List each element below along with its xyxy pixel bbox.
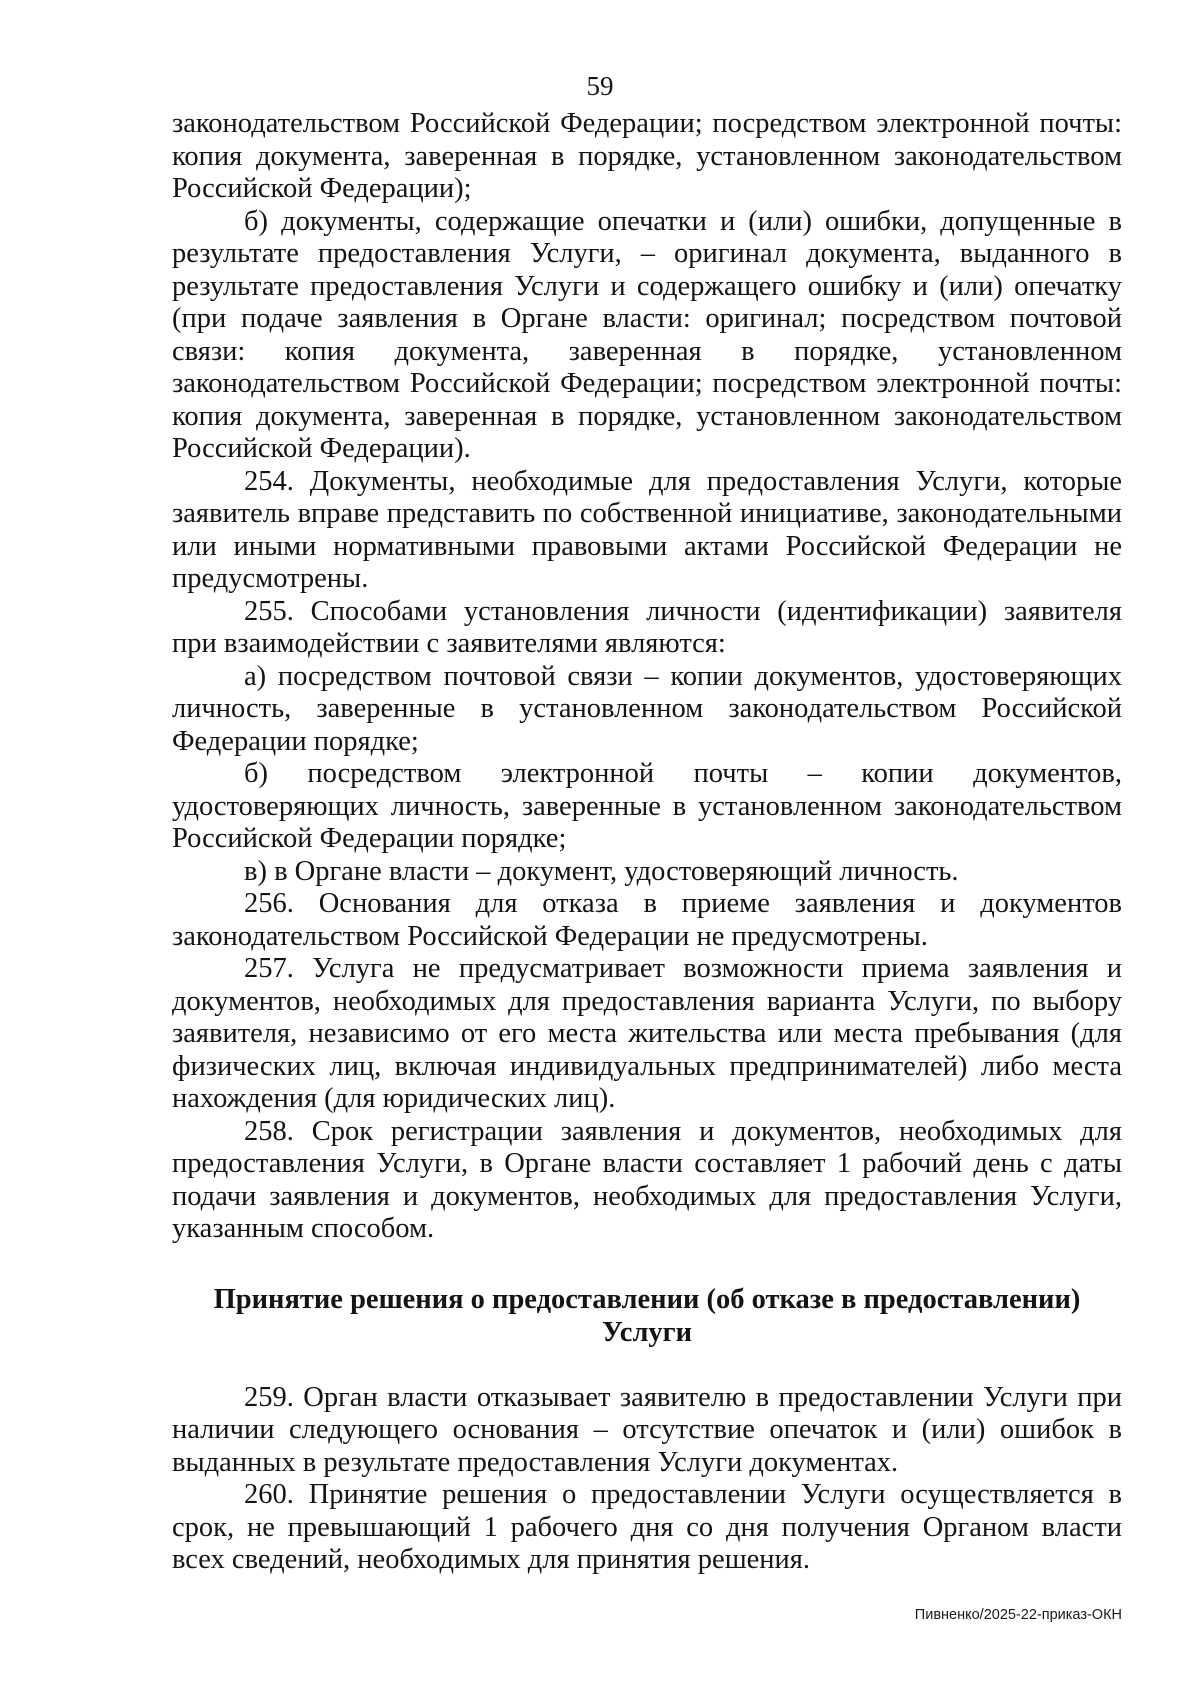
list-item-b: б) посредством электронной почты – копии документов, удостоверяющих личность, заверенные в установленном законодательством Российской Федерации порядке;	[172, 758, 1122, 854]
paragraph-258: 258. Срок регистрации заявления и документов, необходимых для предоставления Услуги, в Органе власти составляет 1 рабочий день с даты подачи заявления и документов, необходимых для предоставления Услуги, указанным способом.	[172, 1115, 1122, 1244]
paragraph-259: 259. Орган власти отказывает заявителю в предоставлении Услуги при наличии следующего основания – отсутствие опечаток и (или) ошибок в выданных в результате предоставления Услуги документах.	[172, 1381, 1122, 1478]
paragraph: б) документы, содержащие опечатки и (или) ошибки, допущенные в результате предоставления Услуги, – оригинал документа, выданного в результате предоставления Услуги и содержащего ошибку и (или) опечатку (при подаче заявления в Органе власти: оригинал; посредством почтовой связи: копия документа, заверенная в порядке, установленном законодательством Российской Федерации; посредством электронной почты: копия документа, заверенная в порядке, установленном законодательством Российской Федерации).	[172, 205, 1122, 464]
document-footer-reference: Пивненко/2025-22-приказ-ОКН	[914, 1607, 1122, 1623]
paragraph-257: 257. Услуга не предусматривает возможности приема заявления и документов, необходимых для предоставления варианта Услуги, по выбору заявителя, независимо от его места жительства или места пребывания (для физических лиц, включая индивидуальных предпринимателей) либо места нахождения (для юридических лиц).	[172, 953, 1122, 1114]
paragraph-256: 256. Основания для отказа в приеме заявления и документов законодательством Российской Федерации не предусмотрены.	[172, 888, 1122, 952]
paragraph-254: 254. Документы, необходимые для предоставления Услуги, которые заявитель вправе представить по собственной инициативе, законодательными или иными нормативными правовыми актами Российской Федерации не предусмотрены.	[172, 465, 1122, 594]
page-number: 59	[586, 71, 614, 101]
list-item-v: в) в Органе власти – документ, удостоверяющий личность.	[244, 855, 959, 887]
paragraph-260: 260. Принятие решения о предоставлении Услуги осуществляется в срок, не превышающий 1 рабочего дня со дня получения Органом власти всех сведений, необходимых для принятия решения.	[172, 1479, 1122, 1575]
paragraph: законодательством Российской Федерации; посредством электронной почты: копия документа, заверенная в порядке, установленном законодательством Российской Федерации);	[172, 108, 1122, 204]
section-heading-line-1: Принятие решения о предоставлении (об отказе в предоставлении)	[213, 1283, 1081, 1315]
section-heading	[172, 1283, 1122, 1349]
list-item-a: а) посредством почтовой связи – копии документов, удостоверяющих личность, заверенные в установленном законодательством Российской Федерации порядке;	[172, 660, 1122, 757]
section-heading-line-2: Услуги	[601, 1316, 693, 1348]
document-body	[172, 108, 1122, 1577]
paragraph-255: 255. Способами установления личности (идентификации) заявителя при взаимодействии с заявителями являются:	[172, 595, 1122, 659]
